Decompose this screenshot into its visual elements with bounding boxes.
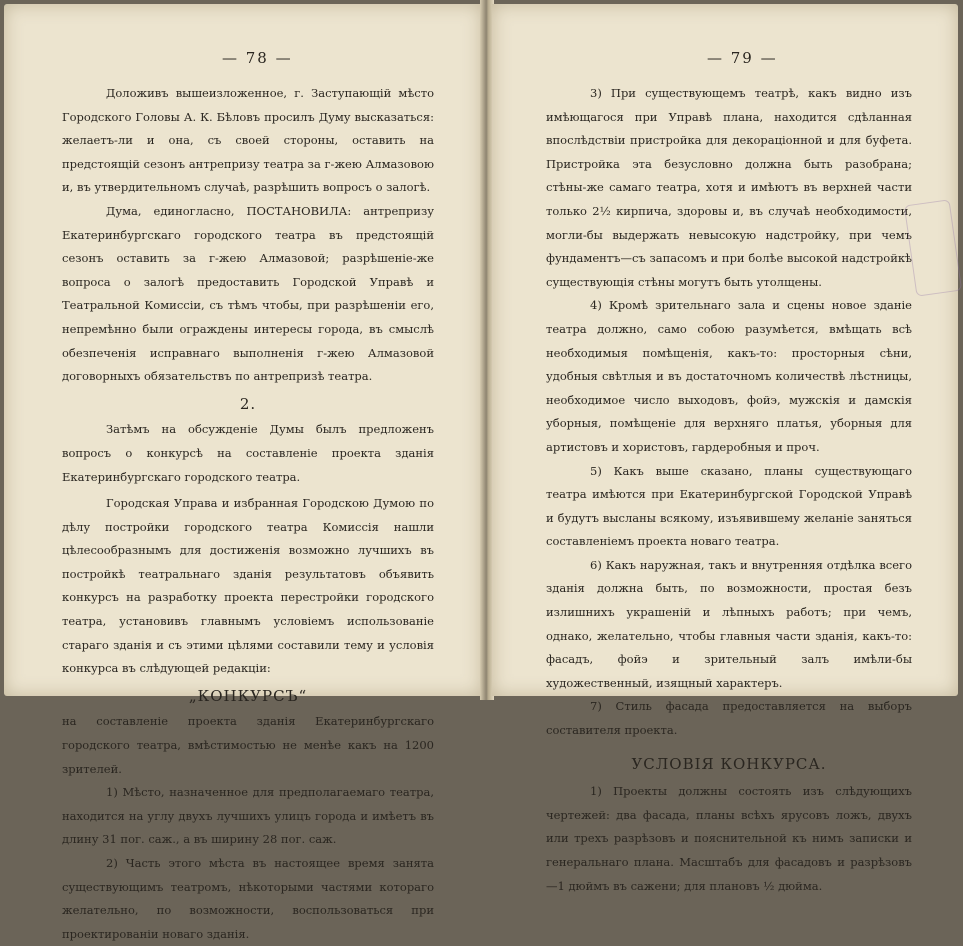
list-item: 3) При существующемъ театрѣ, какъ видно изъ имѣющагося при Управѣ плана, находится сдѣланная впослѣдствіи пристройка для декораціонной и для буфета. Пристройка эта безусловно должна быть разобрана; стѣны-же самаго театра, хотя и имѣютъ въ верхней части только 2½ кирпича, здоровы и, въ случаѣ необходимости, могли-бы выдержать невысокую надстройку, при чемъ фундаментъ—съ запасомъ и при болѣе высокой надстройкѣ существующія стѣны могутъ быть утолщены. <box>546 86 912 289</box>
list-item: 2) Часть этого мѣста въ настоящее время занята существующимъ театромъ, нѣкоторыми частями котораго желательно, по возможности, воспользоваться при проектированіи новаго зданія. <box>62 856 434 941</box>
page-number: — 79 — <box>707 49 778 67</box>
list-item: 1) Мѣсто, назначенное для предполагаемаго театра, находится на углу двухъ лучшихъ улицъ города и имѣетъ въ длину 31 пог. саж., а въ ширину 28 пог. саж. <box>62 785 434 847</box>
list-item: 6) Какъ наружная, такъ и внутренняя отдѣлка всего зданія должна быть, по возможности, простая безъ излишнихъ украшеній и лѣпныхъ работъ; при чемъ, однако, желательно, чтобы главныя части зданія, какъ-то: фасадъ, фойэ и зрительный залъ имѣли-бы художественный, изящный характеръ. <box>546 557 912 690</box>
paragraph: Дума, единогласно, ПОСТАНОВИЛА: антрепризу Екатеринбургскаго городского театра въ предстоящій сезонъ оставить за г-жею Алмазовой; разрѣшеніе-же вопроса о залогѣ предоставить Городской Управѣ и Театральной Комиссіи, съ тѣмъ чтобы, при разрѣшеніи его, непремѣнно были ограждены интересы города, въ смыслѣ обезпеченія исправнаго выполненія г-жею Алмазовой договорныхъ обязательствъ по антрепризѣ театра. <box>62 203 434 384</box>
list-item: 4) Кромѣ зрительнаго зала и сцены новое зданіе театра должно, само собою разумѣется, вмѣщать всѣ необходимыя помѣщенія, какъ-то: просторныя сѣни, удобныя свѣтлыя и въ достаточномъ количествѣ лѣстницы, необходимое число выходовъ, фойэ, мужскія и дамскія уборныя, помѣщеніе для верхняго платья, уборныя для артистовъ и хористовъ, гардеробныя и проч. <box>546 298 912 454</box>
left-page <box>4 4 482 941</box>
list-item: 5) Какъ выше сказано, планы существующаго театра имѣются при Екатеринбургской Городской Управѣ и будутъ высланы всякому, изъявившему желаніе заняться составленіемъ проекта новаго театра. <box>546 463 912 549</box>
konkurs-intro: на составленіе проекта зданія Екатеринбургскаго городского театра, вмѣстимостью не менѣе какъ на 1200 зрителей. <box>62 714 434 776</box>
right-page <box>492 4 958 893</box>
paragraph: Затѣмъ на обсужденіе Думы былъ предложенъ вопросъ о конкурсѣ на составленіе проекта зданія Екатеринбургскаго городского театра. <box>62 422 434 484</box>
paragraph: Городская Управа и избранная Городскою Думою по дѣлу постройки городского театра Комиссія нашли цѣлесообразнымъ для достиженія возможно лучшихъ въ постройкѣ театральнаго зданія результатовъ объявить конкурсъ на разработку проекта перестройки городского театра, установивъ главнымъ условіемъ использованіе стараго зданія и съ этими цѣлями составили тему и условія конкурса въ слѣдующей редакціи: <box>62 496 434 676</box>
konkurs-title: „КОНКУРСЪ“ <box>188 686 308 705</box>
page-number: — 78 — <box>222 49 293 67</box>
text-column <box>546 82 912 898</box>
section-heading: УСЛОВІЯ КОНКУРСА. <box>631 754 827 773</box>
list-item: 1) Проекты должны состоять изъ слѣдующихъ чертежей: два фасада, планы всѣхъ ярусовъ ложъ, двухъ или трехъ разрѣзовъ и пояснительной къ нимъ записки и генеральнаго плана. Масштабъ для фасадовъ и разрѣзовъ—1 дюймъ въ сажени; для плановъ ½ дюйма. <box>546 784 912 893</box>
section-number: 2. <box>239 394 257 413</box>
list-item: 7) Стиль фасада предоставляется на выборъ составителя проекта. <box>546 699 912 738</box>
faded-stamp <box>904 199 962 297</box>
text-column <box>62 82 434 946</box>
paragraph: Доложивъ вышеизложенное, г. Заступающій мѣсто Городского Головы А. К. Бѣловъ просилъ Думу высказаться: желаетъ-ли и она, съ своей стороны, оставить на предстоящій сезонъ антрепризу театра за г-жею Алмазовою и, въ утвердительномъ случаѣ, разрѣшить вопросъ о залогѣ. <box>62 86 434 195</box>
